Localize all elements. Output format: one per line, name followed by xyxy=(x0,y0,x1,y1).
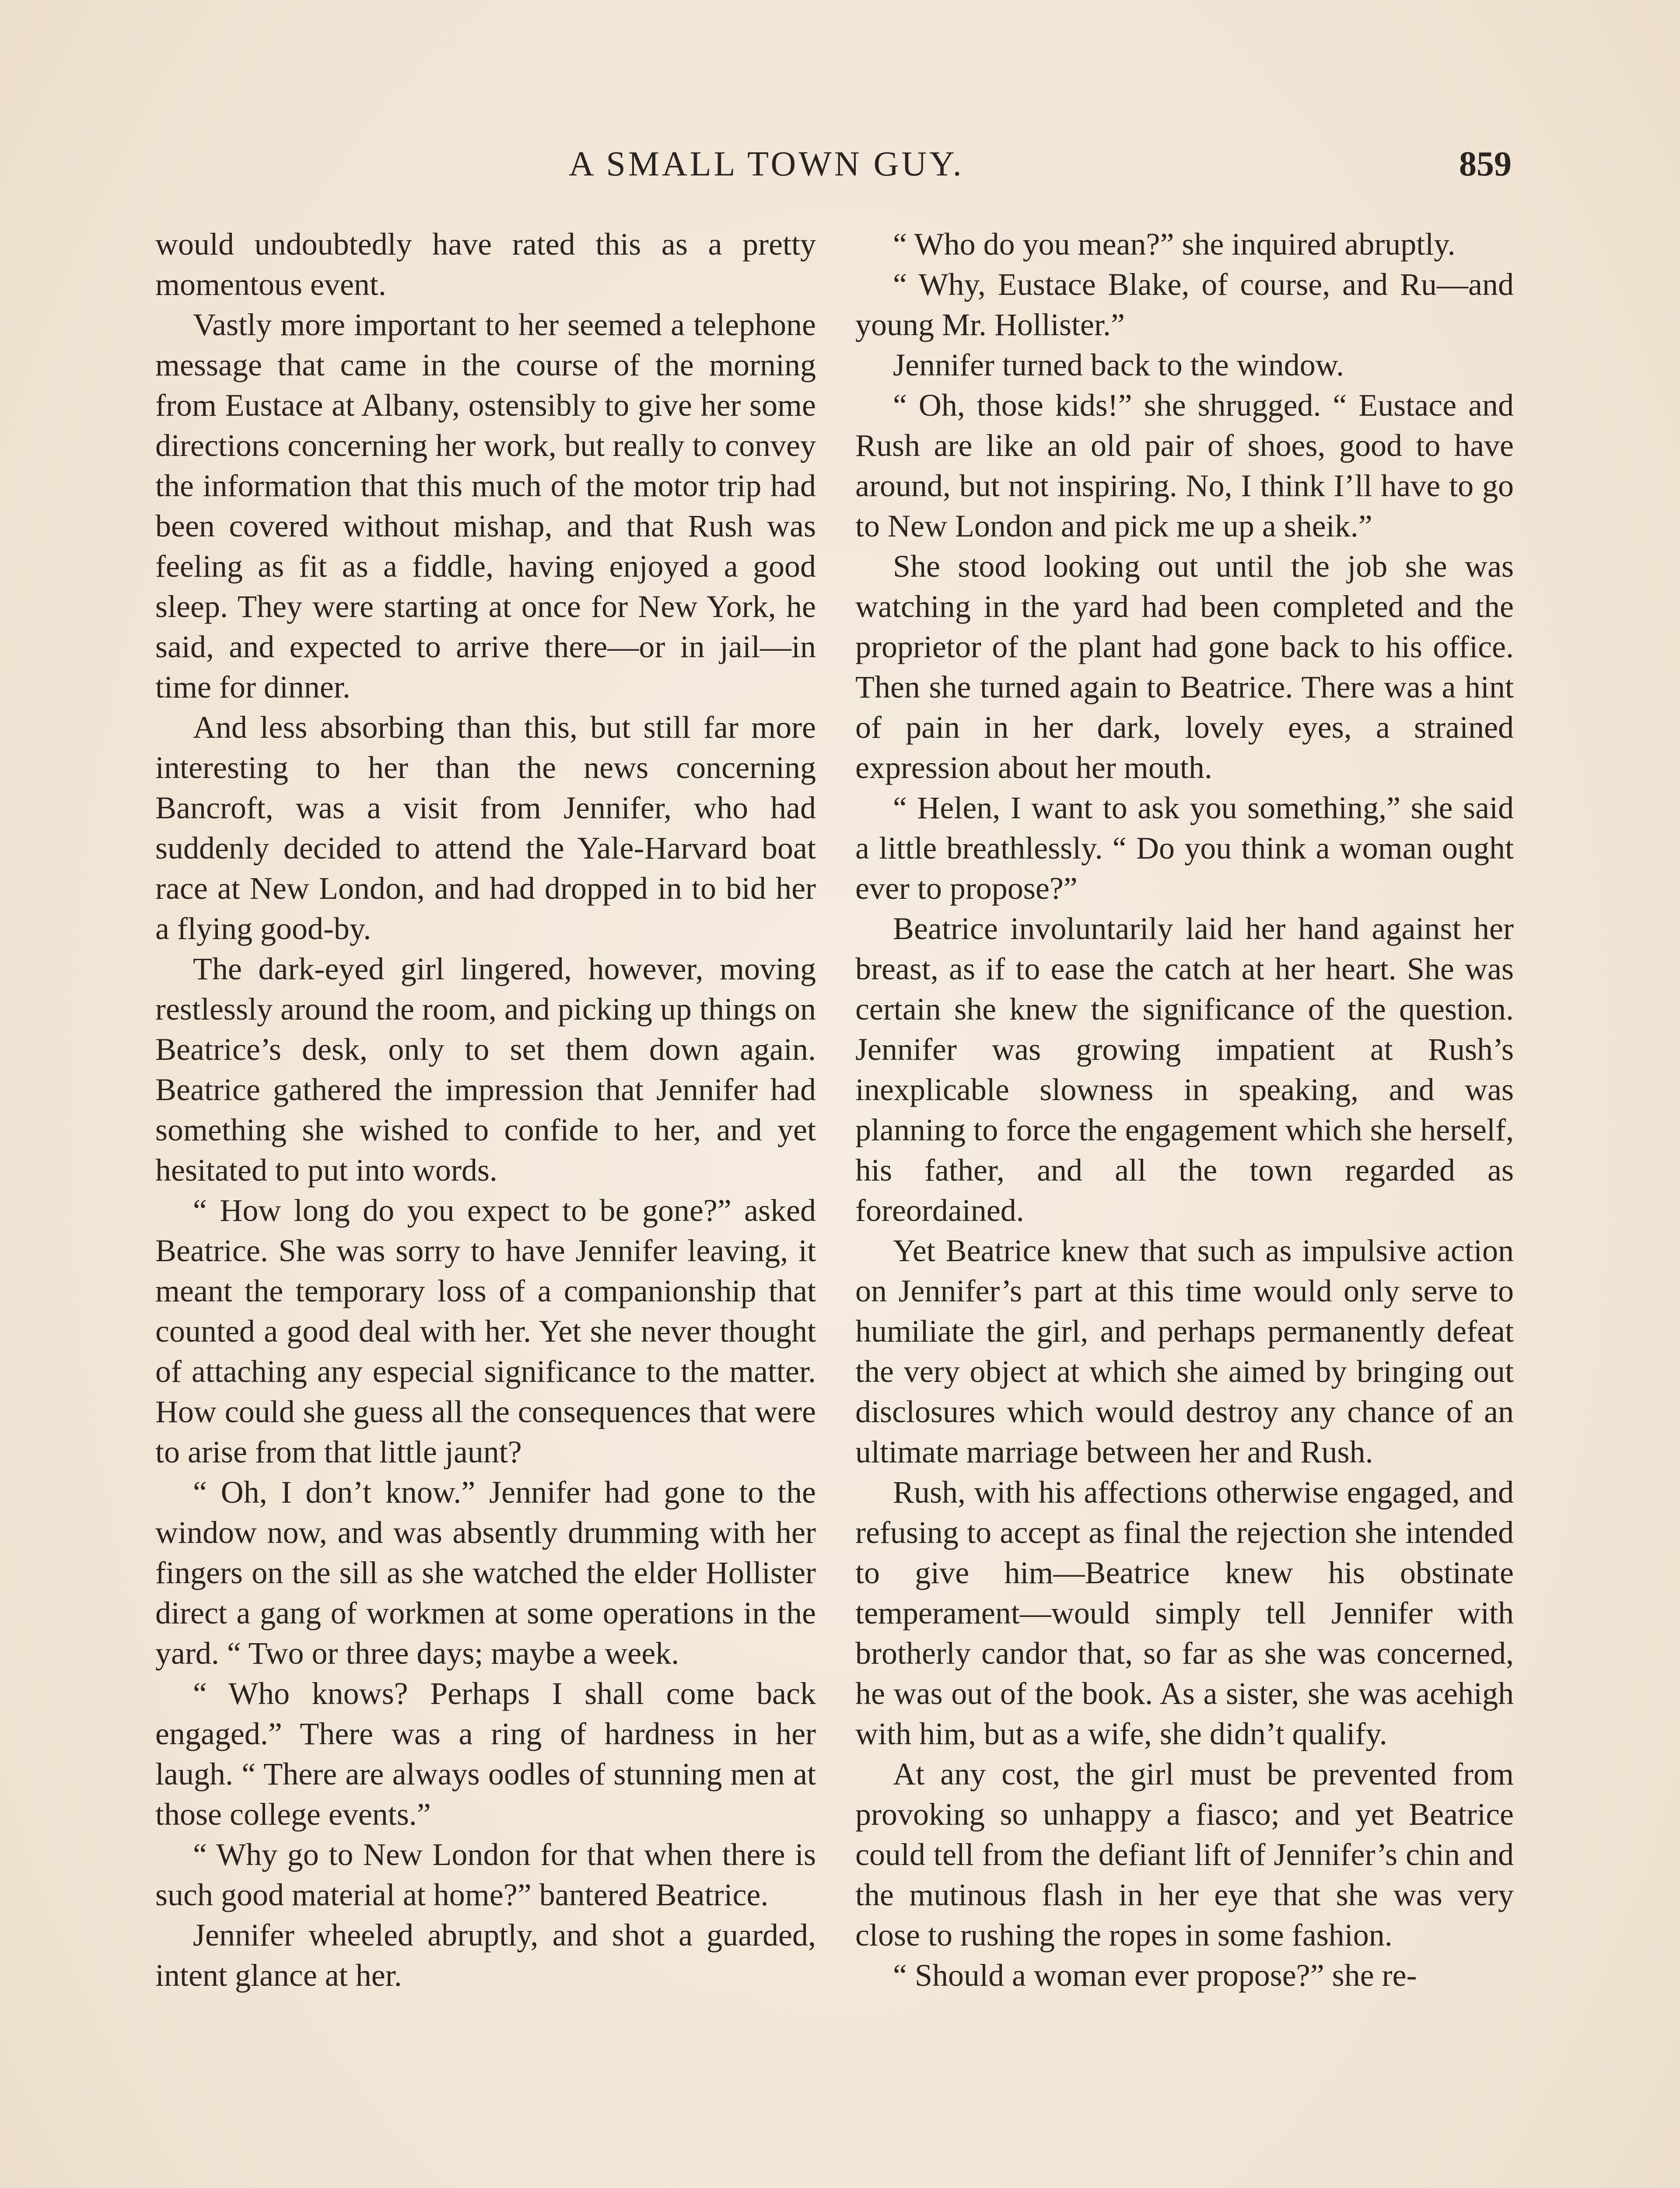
paragraph: The dark-eyed girl lingered, however, moving restlessly around the room, and picking up things on Beatrice’s desk, only to set them down again. Beatrice gathered the impression that Jennifer had something she wished to confide to her, and yet hesitated to put into words. xyxy=(155,951,816,1188)
paragraph: “ Who knows? Perhaps I shall come back engaged.” There was a ring of hardness in her laugh. “ There are always oodles of stunning men at those college events.” xyxy=(155,1676,816,1832)
paragraph: “ Should a woman ever propose?” she re- xyxy=(893,1958,1417,1993)
paragraph: Jennifer turned back to the window. xyxy=(893,347,1344,382)
paragraph: At any cost, the girl must be prevented from provoking so unhappy a fiasco; and yet Beatrice could tell from the defiant lift of Jennifer’s chin and the mutinous flash in her eye that she was very close to rushing the ropes in some fashion. xyxy=(855,1757,1514,1953)
page-number: 859 xyxy=(1459,145,1512,183)
paragraph: “ Why, Eustace Blake, of course, and Ru—and young Mr. Hollister.” xyxy=(855,267,1514,342)
paragraph: “ Who do you mean?” she inquired abruptly. xyxy=(893,227,1456,262)
paragraph: And less absorbing than this, but still far more interesting to her than the news concerning Bancroft, was a visit from Jennifer, who had suddenly decided to attend the Yale-Harvard boat race at New London, and had dropped in to bid her a flying good-by. xyxy=(155,710,816,946)
paragraph: Rush, with his affections otherwise engaged, and refusing to accept as final the rejection she intended to give him—Beatrice knew his obstinate temperament—would simply tell Jennifer with brotherly candor that, so far as she was concerned, he was out of the book. As a sister, she was acehigh with him, but as a wife, she didn’t qualify. xyxy=(855,1475,1514,1751)
running-title: A SMALL TOWN GUY. xyxy=(569,145,964,183)
paragraph: “ How long do you expect to be gone?” asked Beatrice. She was sorry to have Jennifer leaving, it meant the temporary loss of a companionship that counted a good deal with her. Yet she never thought of attaching any especial significance to the matter. How could she guess all the consequences that were to arise from that little jaunt? xyxy=(155,1193,816,1469)
paragraph: “ Oh, I don’t know.” Jennifer had gone to the window now, and was absently drumming with her fingers on the sill as she watched the elder Hollister direct a gang of workmen at some operations in the yard. “ Two or three days; maybe a week. xyxy=(155,1475,816,1671)
paragraph: “ Why go to New London for that when there is such good material at home?” bantered Beatrice. xyxy=(155,1837,816,1912)
paragraph: would undoubtedly have rated this as a pretty momentous event. xyxy=(155,227,816,302)
left-column xyxy=(155,224,816,1995)
paragraph: Jennifer wheeled abruptly, and shot a guarded, intent glance at her. xyxy=(155,1918,816,1993)
paragraph: She stood looking out until the job she was watching in the yard had been completed and the proprietor of the plant had gone back to his office. Then she turned again to Beatrice. There was a hint of pain in her dark, lovely eyes, a strained expression about her mouth. xyxy=(855,549,1514,785)
paragraph: “ Helen, I want to ask you something,” she said a little breathlessly. “ Do you think a woman ought ever to propose?” xyxy=(855,790,1514,906)
paragraph: Beatrice involuntarily laid her hand against her breast, as if to ease the catch at her heart. She was certain she knew the significance of the question. Jennifer was growing impatient at Rush’s inexplicable slowness in speaking, and was planning to force the engagement which she herself, his father, and all the town regarded as foreordained. xyxy=(855,911,1514,1228)
paragraph: “ Oh, those kids!” she shrugged. “ Eustace and Rush are like an old pair of shoes, good to have around, but not inspiring. No, I think I’ll have to go to New London and pick me up a sheik.” xyxy=(855,388,1514,543)
right-column xyxy=(855,224,1514,1995)
paragraph: Yet Beatrice knew that such as impulsive action on Jennifer’s part at this time would only serve to humiliate the girl, and perhaps permanently defeat the very object at which she aimed by bringing out disclosures which would destroy any chance of an ultimate marriage between her and Rush. xyxy=(855,1233,1514,1469)
paragraph: Vastly more important to her seemed a telephone message that came in the course of the morning from Eustace at Albany, ostensibly to give her some directions concerning her work, but really to convey the information that this much of the motor trip had been covered without mishap, and that Rush was feeling as fit as a fiddle, having enjoyed a good sleep. They were starting at once for New York, he said, and expected to arrive there—or in jail—in time for dinner. xyxy=(155,307,816,705)
